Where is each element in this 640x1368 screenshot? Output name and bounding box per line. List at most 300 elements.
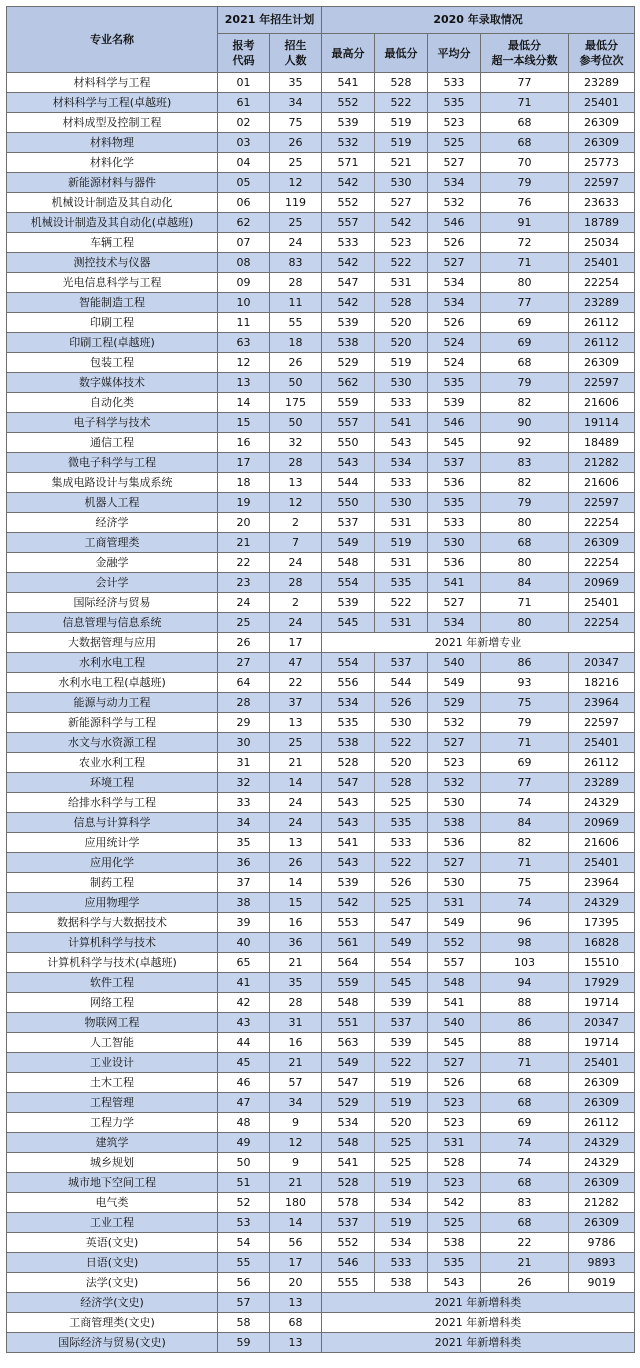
cell-over-line: 71 xyxy=(481,733,569,753)
cell-avg-score: 535 xyxy=(428,493,481,513)
cell-avg-score: 527 xyxy=(428,153,481,173)
cell-min-score: 525 xyxy=(375,1153,428,1173)
cell-over-line: 77 xyxy=(481,773,569,793)
cell-code: 55 xyxy=(218,1253,270,1273)
cell-major-name: 包装工程 xyxy=(7,353,218,373)
table-row xyxy=(7,553,635,573)
cell-over-line: 80 xyxy=(481,273,569,293)
cell-avg-score: 536 xyxy=(428,833,481,853)
cell-code: 04 xyxy=(218,153,270,173)
cell-max-score: 578 xyxy=(322,1193,375,1213)
cell-rank: 26112 xyxy=(569,1113,635,1133)
cell-min-score: 525 xyxy=(375,793,428,813)
table-row xyxy=(7,393,635,413)
cell-count: 2 xyxy=(270,593,322,613)
cell-count: 68 xyxy=(270,1313,322,1333)
cell-rank: 26112 xyxy=(569,753,635,773)
cell-code: 15 xyxy=(218,413,270,433)
cell-rank: 25034 xyxy=(569,233,635,253)
cell-max-score: 542 xyxy=(322,253,375,273)
cell-avg-score: 535 xyxy=(428,93,481,113)
cell-count: 24 xyxy=(270,553,322,573)
cell-count: 11 xyxy=(270,293,322,313)
cell-major-name: 工业设计 xyxy=(7,1053,218,1073)
cell-count: 26 xyxy=(270,353,322,373)
table-row xyxy=(7,693,635,713)
cell-rank: 23964 xyxy=(569,873,635,893)
cell-rank: 22254 xyxy=(569,513,635,533)
cell-count: 180 xyxy=(270,1193,322,1213)
cell-count: 12 xyxy=(270,1133,322,1153)
cell-avg-score: 531 xyxy=(428,893,481,913)
cell-min-score: 526 xyxy=(375,693,428,713)
header-major-name: 专业名称 xyxy=(7,7,218,73)
cell-code: 61 xyxy=(218,93,270,113)
cell-rank: 26112 xyxy=(569,333,635,353)
cell-count: 83 xyxy=(270,253,322,273)
cell-min-score: 525 xyxy=(375,1133,428,1153)
table-header xyxy=(7,7,635,73)
cell-code: 13 xyxy=(218,373,270,393)
cell-min-score: 527 xyxy=(375,193,428,213)
cell-over-line: 68 xyxy=(481,1173,569,1193)
cell-major-name: 会计学 xyxy=(7,573,218,593)
cell-avg-score: 528 xyxy=(428,1153,481,1173)
cell-rank: 25401 xyxy=(569,733,635,753)
table-row xyxy=(7,1093,635,1113)
cell-avg-score: 524 xyxy=(428,353,481,373)
cell-max-score: 541 xyxy=(322,833,375,853)
table-row xyxy=(7,453,635,473)
cell-min-score: 522 xyxy=(375,853,428,873)
cell-max-score: 544 xyxy=(322,473,375,493)
cell-over-line: 69 xyxy=(481,1113,569,1133)
cell-code: 18 xyxy=(218,473,270,493)
cell-max-score: 557 xyxy=(322,413,375,433)
cell-min-score: 523 xyxy=(375,233,428,253)
cell-major-name: 物联网工程 xyxy=(7,1013,218,1033)
cell-min-score: 531 xyxy=(375,513,428,533)
table-row xyxy=(7,973,635,993)
cell-min-score: 519 xyxy=(375,133,428,153)
cell-major-name: 工程管理 xyxy=(7,1093,218,1113)
cell-over-line: 79 xyxy=(481,373,569,393)
header-code: 报考 代码 xyxy=(218,34,270,73)
cell-code: 43 xyxy=(218,1013,270,1033)
cell-avg-score: 533 xyxy=(428,513,481,533)
cell-count: 20 xyxy=(270,1273,322,1293)
cell-min-score: 537 xyxy=(375,653,428,673)
table-row xyxy=(7,713,635,733)
cell-count: 13 xyxy=(270,833,322,853)
cell-rank: 25401 xyxy=(569,1053,635,1073)
cell-avg-score: 533 xyxy=(428,73,481,93)
cell-min-score: 519 xyxy=(375,1213,428,1233)
cell-count: 12 xyxy=(270,493,322,513)
cell-count: 24 xyxy=(270,813,322,833)
cell-over-line: 21 xyxy=(481,1253,569,1273)
cell-min-score: 541 xyxy=(375,413,428,433)
cell-major-name: 自动化类 xyxy=(7,393,218,413)
cell-max-score: 529 xyxy=(322,1093,375,1113)
table-row xyxy=(7,1233,635,1253)
cell-count: 26 xyxy=(270,853,322,873)
cell-max-score: 549 xyxy=(322,1053,375,1073)
cell-over-line: 77 xyxy=(481,293,569,313)
cell-count: 24 xyxy=(270,793,322,813)
cell-rank: 21282 xyxy=(569,453,635,473)
cell-over-line: 68 xyxy=(481,533,569,553)
cell-avg-score: 525 xyxy=(428,1213,481,1233)
cell-rank: 22597 xyxy=(569,373,635,393)
cell-min-score: 520 xyxy=(375,753,428,773)
cell-max-score: 537 xyxy=(322,513,375,533)
cell-major-name: 电气类 xyxy=(7,1193,218,1213)
cell-major-name: 测控技术与仪器 xyxy=(7,253,218,273)
cell-avg-score: 530 xyxy=(428,873,481,893)
cell-max-score: 539 xyxy=(322,313,375,333)
cell-min-score: 522 xyxy=(375,593,428,613)
cell-max-score: 546 xyxy=(322,1253,375,1273)
cell-avg-score: 542 xyxy=(428,1193,481,1213)
table-row xyxy=(7,1033,635,1053)
cell-rank: 21282 xyxy=(569,1193,635,1213)
cell-avg-score: 523 xyxy=(428,113,481,133)
cell-min-score: 519 xyxy=(375,353,428,373)
cell-code: 02 xyxy=(218,113,270,133)
cell-max-score: 538 xyxy=(322,733,375,753)
cell-count: 31 xyxy=(270,1013,322,1033)
table-row xyxy=(7,1213,635,1233)
cell-count: 175 xyxy=(270,393,322,413)
cell-over-line: 70 xyxy=(481,153,569,173)
table-row xyxy=(7,193,635,213)
cell-major-name: 数据科学与大数据技术 xyxy=(7,913,218,933)
cell-rank: 9786 xyxy=(569,1233,635,1253)
cell-rank: 9893 xyxy=(569,1253,635,1273)
table-row xyxy=(7,953,635,973)
cell-over-line: 77 xyxy=(481,73,569,93)
cell-rank: 18789 xyxy=(569,213,635,233)
cell-rank: 17929 xyxy=(569,973,635,993)
cell-major-name: 经济学(文史) xyxy=(7,1293,218,1313)
cell-code: 32 xyxy=(218,773,270,793)
cell-max-score: 559 xyxy=(322,393,375,413)
table-row xyxy=(7,813,635,833)
cell-major-name: 城市地下空间工程 xyxy=(7,1173,218,1193)
cell-max-score: 571 xyxy=(322,153,375,173)
cell-major-name: 机器人工程 xyxy=(7,493,218,513)
cell-code: 57 xyxy=(218,1293,270,1313)
header-max-score: 最高分 xyxy=(322,34,375,73)
cell-code: 56 xyxy=(218,1273,270,1293)
cell-max-score: 552 xyxy=(322,93,375,113)
cell-code: 53 xyxy=(218,1213,270,1233)
cell-rank: 20347 xyxy=(569,1013,635,1033)
table-row xyxy=(7,1133,635,1153)
cell-major-name: 水利水电工程(卓越班) xyxy=(7,673,218,693)
cell-avg-score: 527 xyxy=(428,593,481,613)
cell-min-score: 537 xyxy=(375,1013,428,1033)
cell-major-name: 通信工程 xyxy=(7,433,218,453)
cell-major-name: 光电信息科学与工程 xyxy=(7,273,218,293)
cell-code: 50 xyxy=(218,1153,270,1173)
cell-code: 52 xyxy=(218,1193,270,1213)
cell-major-name: 材料科学与工程(卓越班) xyxy=(7,93,218,113)
cell-over-line: 86 xyxy=(481,1013,569,1033)
cell-avg-score: 532 xyxy=(428,773,481,793)
cell-over-line: 80 xyxy=(481,513,569,533)
cell-rank: 26112 xyxy=(569,313,635,333)
cell-rank: 22597 xyxy=(569,713,635,733)
cell-code: 23 xyxy=(218,573,270,593)
cell-major-name: 应用统计学 xyxy=(7,833,218,853)
cell-major-name: 网络工程 xyxy=(7,993,218,1013)
cell-max-score: 555 xyxy=(322,1273,375,1293)
cell-code: 59 xyxy=(218,1333,270,1353)
cell-rank: 23964 xyxy=(569,693,635,713)
cell-count: 22 xyxy=(270,673,322,693)
cell-count: 21 xyxy=(270,753,322,773)
cell-over-line: 74 xyxy=(481,1153,569,1173)
cell-count: 21 xyxy=(270,953,322,973)
cell-rank: 26309 xyxy=(569,353,635,373)
table-row xyxy=(7,993,635,1013)
cell-code: 05 xyxy=(218,173,270,193)
cell-rank: 25401 xyxy=(569,253,635,273)
cell-max-score: 528 xyxy=(322,1173,375,1193)
table-row xyxy=(7,773,635,793)
cell-major-name: 环境工程 xyxy=(7,773,218,793)
cell-min-score: 543 xyxy=(375,433,428,453)
cell-count: 12 xyxy=(270,173,322,193)
cell-min-score: 547 xyxy=(375,913,428,933)
cell-over-line: 79 xyxy=(481,713,569,733)
table-row xyxy=(7,1273,635,1293)
cell-rank: 26309 xyxy=(569,533,635,553)
cell-min-score: 519 xyxy=(375,533,428,553)
cell-code: 24 xyxy=(218,593,270,613)
cell-new-note: 2021 年新增科类 xyxy=(322,1333,635,1353)
cell-avg-score: 540 xyxy=(428,653,481,673)
cell-code: 37 xyxy=(218,873,270,893)
cell-avg-score: 534 xyxy=(428,273,481,293)
cell-code: 16 xyxy=(218,433,270,453)
cell-max-score: 541 xyxy=(322,1153,375,1173)
cell-min-score: 522 xyxy=(375,93,428,113)
cell-avg-score: 527 xyxy=(428,733,481,753)
table-row xyxy=(7,1253,635,1273)
cell-major-name: 大数据管理与应用 xyxy=(7,633,218,653)
cell-count: 13 xyxy=(270,1333,322,1353)
cell-count: 37 xyxy=(270,693,322,713)
cell-major-name: 新能源科学与工程 xyxy=(7,713,218,733)
cell-code: 10 xyxy=(218,293,270,313)
cell-max-score: 542 xyxy=(322,293,375,313)
cell-avg-score: 526 xyxy=(428,1073,481,1093)
table-row xyxy=(7,753,635,773)
cell-avg-score: 534 xyxy=(428,613,481,633)
cell-code: 49 xyxy=(218,1133,270,1153)
cell-avg-score: 523 xyxy=(428,1113,481,1133)
cell-min-score: 531 xyxy=(375,553,428,573)
cell-over-line: 71 xyxy=(481,1053,569,1073)
table-row xyxy=(7,73,635,93)
cell-avg-score: 530 xyxy=(428,533,481,553)
table-row xyxy=(7,833,635,853)
cell-max-score: 563 xyxy=(322,1033,375,1053)
cell-over-line: 74 xyxy=(481,1133,569,1153)
cell-avg-score: 536 xyxy=(428,473,481,493)
admission-table xyxy=(6,6,635,1353)
cell-new-note: 2021 年新增专业 xyxy=(322,633,635,653)
table-row xyxy=(7,1013,635,1033)
cell-max-score: 528 xyxy=(322,753,375,773)
cell-avg-score: 535 xyxy=(428,373,481,393)
cell-count: 36 xyxy=(270,933,322,953)
cell-max-score: 543 xyxy=(322,793,375,813)
cell-min-score: 530 xyxy=(375,713,428,733)
cell-max-score: 547 xyxy=(322,773,375,793)
cell-avg-score: 541 xyxy=(428,573,481,593)
cell-over-line: 96 xyxy=(481,913,569,933)
cell-over-line: 26 xyxy=(481,1273,569,1293)
cell-major-name: 国际经济与贸易 xyxy=(7,593,218,613)
cell-count: 56 xyxy=(270,1233,322,1253)
cell-count: 17 xyxy=(270,633,322,653)
cell-new-note: 2021 年新增科类 xyxy=(322,1313,635,1333)
cell-code: 26 xyxy=(218,633,270,653)
cell-min-score: 522 xyxy=(375,1053,428,1073)
cell-code: 40 xyxy=(218,933,270,953)
cell-avg-score: 532 xyxy=(428,713,481,733)
cell-rank: 15510 xyxy=(569,953,635,973)
cell-code: 64 xyxy=(218,673,270,693)
table-row xyxy=(7,173,635,193)
cell-min-score: 522 xyxy=(375,253,428,273)
cell-max-score: 548 xyxy=(322,993,375,1013)
cell-code: 12 xyxy=(218,353,270,373)
cell-over-line: 86 xyxy=(481,653,569,673)
cell-major-name: 微电子科学与工程 xyxy=(7,453,218,473)
cell-max-score: 539 xyxy=(322,113,375,133)
cell-min-score: 519 xyxy=(375,1073,428,1093)
cell-avg-score: 540 xyxy=(428,1013,481,1033)
cell-over-line: 98 xyxy=(481,933,569,953)
cell-over-line: 83 xyxy=(481,453,569,473)
cell-code: 06 xyxy=(218,193,270,213)
table-row xyxy=(7,373,635,393)
cell-max-score: 550 xyxy=(322,493,375,513)
cell-code: 08 xyxy=(218,253,270,273)
cell-code: 09 xyxy=(218,273,270,293)
cell-max-score: 539 xyxy=(322,873,375,893)
cell-count: 2 xyxy=(270,513,322,533)
cell-code: 41 xyxy=(218,973,270,993)
cell-avg-score: 557 xyxy=(428,953,481,973)
cell-major-name: 信息管理与信息系统 xyxy=(7,613,218,633)
cell-rank: 19114 xyxy=(569,413,635,433)
cell-rank: 21606 xyxy=(569,833,635,853)
cell-max-score: 547 xyxy=(322,273,375,293)
cell-over-line: 68 xyxy=(481,1073,569,1093)
cell-avg-score: 524 xyxy=(428,333,481,353)
cell-rank: 22597 xyxy=(569,173,635,193)
cell-min-score: 519 xyxy=(375,113,428,133)
cell-count: 9 xyxy=(270,1113,322,1133)
cell-new-note: 2021 年新增科类 xyxy=(322,1293,635,1313)
cell-min-score: 528 xyxy=(375,773,428,793)
cell-min-score: 539 xyxy=(375,1033,428,1053)
cell-count: 24 xyxy=(270,233,322,253)
table-row xyxy=(7,333,635,353)
cell-count: 75 xyxy=(270,113,322,133)
cell-code: 65 xyxy=(218,953,270,973)
cell-over-line: 71 xyxy=(481,593,569,613)
cell-rank: 19714 xyxy=(569,993,635,1013)
cell-rank: 25773 xyxy=(569,153,635,173)
cell-min-score: 519 xyxy=(375,1093,428,1113)
cell-over-line: 82 xyxy=(481,393,569,413)
cell-min-score: 542 xyxy=(375,213,428,233)
cell-major-name: 能源与动力工程 xyxy=(7,693,218,713)
cell-over-line: 72 xyxy=(481,233,569,253)
cell-code: 58 xyxy=(218,1313,270,1333)
cell-count: 50 xyxy=(270,373,322,393)
cell-code: 03 xyxy=(218,133,270,153)
cell-code: 33 xyxy=(218,793,270,813)
table-row xyxy=(7,1153,635,1173)
table-row xyxy=(7,93,635,113)
cell-major-name: 计算机科学与技术 xyxy=(7,933,218,953)
cell-avg-score: 543 xyxy=(428,1273,481,1293)
cell-count: 14 xyxy=(270,1213,322,1233)
cell-major-name: 水利水电工程 xyxy=(7,653,218,673)
cell-over-line: 82 xyxy=(481,473,569,493)
header-2021-plan: 2021 年招生计划 xyxy=(218,7,322,34)
cell-min-score: 526 xyxy=(375,873,428,893)
cell-count: 119 xyxy=(270,193,322,213)
table-row xyxy=(7,253,635,273)
cell-count: 9 xyxy=(270,1153,322,1173)
cell-min-score: 534 xyxy=(375,453,428,473)
cell-over-line: 91 xyxy=(481,213,569,233)
cell-max-score: 548 xyxy=(322,1133,375,1153)
cell-code: 31 xyxy=(218,753,270,773)
cell-max-score: 557 xyxy=(322,213,375,233)
cell-over-line: 22 xyxy=(481,1233,569,1253)
table-row xyxy=(7,573,635,593)
cell-rank: 21606 xyxy=(569,473,635,493)
cell-major-name: 计算机科学与技术(卓越班) xyxy=(7,953,218,973)
table-row xyxy=(7,1113,635,1133)
cell-major-name: 材料物理 xyxy=(7,133,218,153)
cell-max-score: 545 xyxy=(322,613,375,633)
cell-over-line: 82 xyxy=(481,833,569,853)
cell-code: 44 xyxy=(218,1033,270,1053)
table-row xyxy=(7,213,635,233)
cell-over-line: 74 xyxy=(481,793,569,813)
table-row xyxy=(7,433,635,453)
cell-rank: 20347 xyxy=(569,653,635,673)
cell-min-score: 533 xyxy=(375,833,428,853)
cell-avg-score: 548 xyxy=(428,973,481,993)
cell-over-line: 84 xyxy=(481,813,569,833)
cell-max-score: 535 xyxy=(322,713,375,733)
table-row xyxy=(7,153,635,173)
cell-major-name: 人工智能 xyxy=(7,1033,218,1053)
cell-major-name: 工程力学 xyxy=(7,1113,218,1133)
